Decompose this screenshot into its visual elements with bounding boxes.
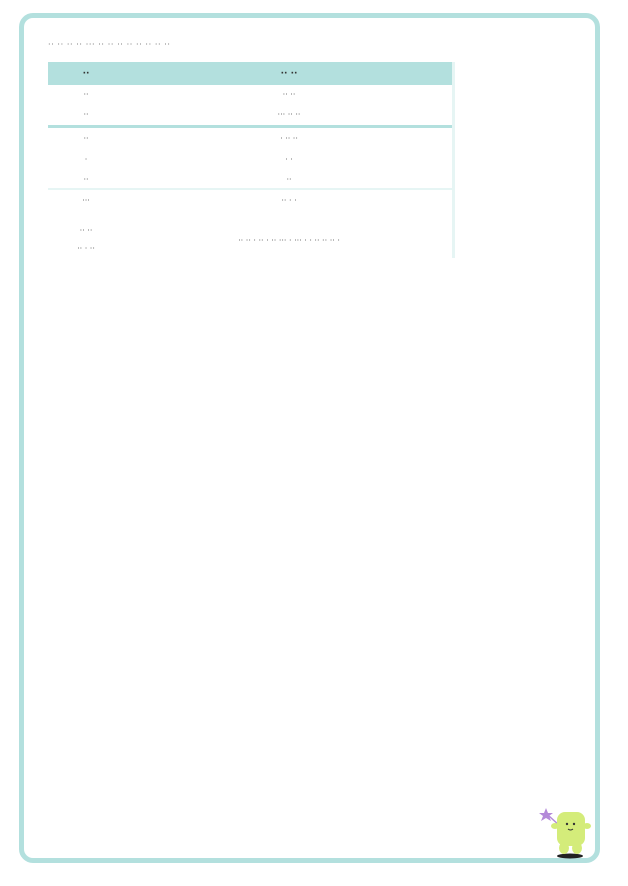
row-key-line: ·· ··: [79, 226, 93, 235]
table-header-row: [48, 62, 454, 85]
row-key: ···: [48, 189, 124, 210]
row-key: [48, 210, 124, 270]
table-row: [48, 210, 454, 270]
row-value: ··· ·· ··: [277, 109, 301, 119]
row-key: ··: [83, 89, 89, 99]
row-value: · ·· ··: [124, 127, 454, 149]
info-table: [48, 62, 454, 270]
table-row: [48, 103, 454, 127]
row-value: ·· ··: [282, 89, 296, 99]
table-row: [48, 189, 454, 210]
row-key: ··: [48, 127, 124, 149]
green-monster-mascot-icon: [536, 802, 600, 862]
table-row: [48, 148, 454, 170]
table-header-value: ·· ··: [124, 62, 454, 85]
row-value: · ·: [285, 154, 293, 164]
table-header-key: ··: [48, 62, 124, 85]
wand-star-icon: [539, 808, 553, 821]
row-key: ··: [83, 109, 89, 119]
row-value: ··: [286, 174, 292, 184]
row-key: ··: [83, 174, 89, 184]
row-key: ·: [84, 154, 88, 164]
table-row: [48, 127, 454, 149]
row-value: ·· ·· · ·· · ·· ··· · ··· · · ·· ·· ·· ·: [238, 235, 340, 245]
row-key-line: ·· · ··: [77, 244, 95, 253]
table-row: [48, 85, 454, 103]
table-right-edge: [452, 62, 455, 258]
table-row: [48, 170, 454, 189]
row-value: ·· · ·: [124, 189, 454, 210]
intro-text: ·· ·· ·· ·· ··· ·· ·· ·· ·· ·· ·· ·· ··: [48, 40, 171, 49]
